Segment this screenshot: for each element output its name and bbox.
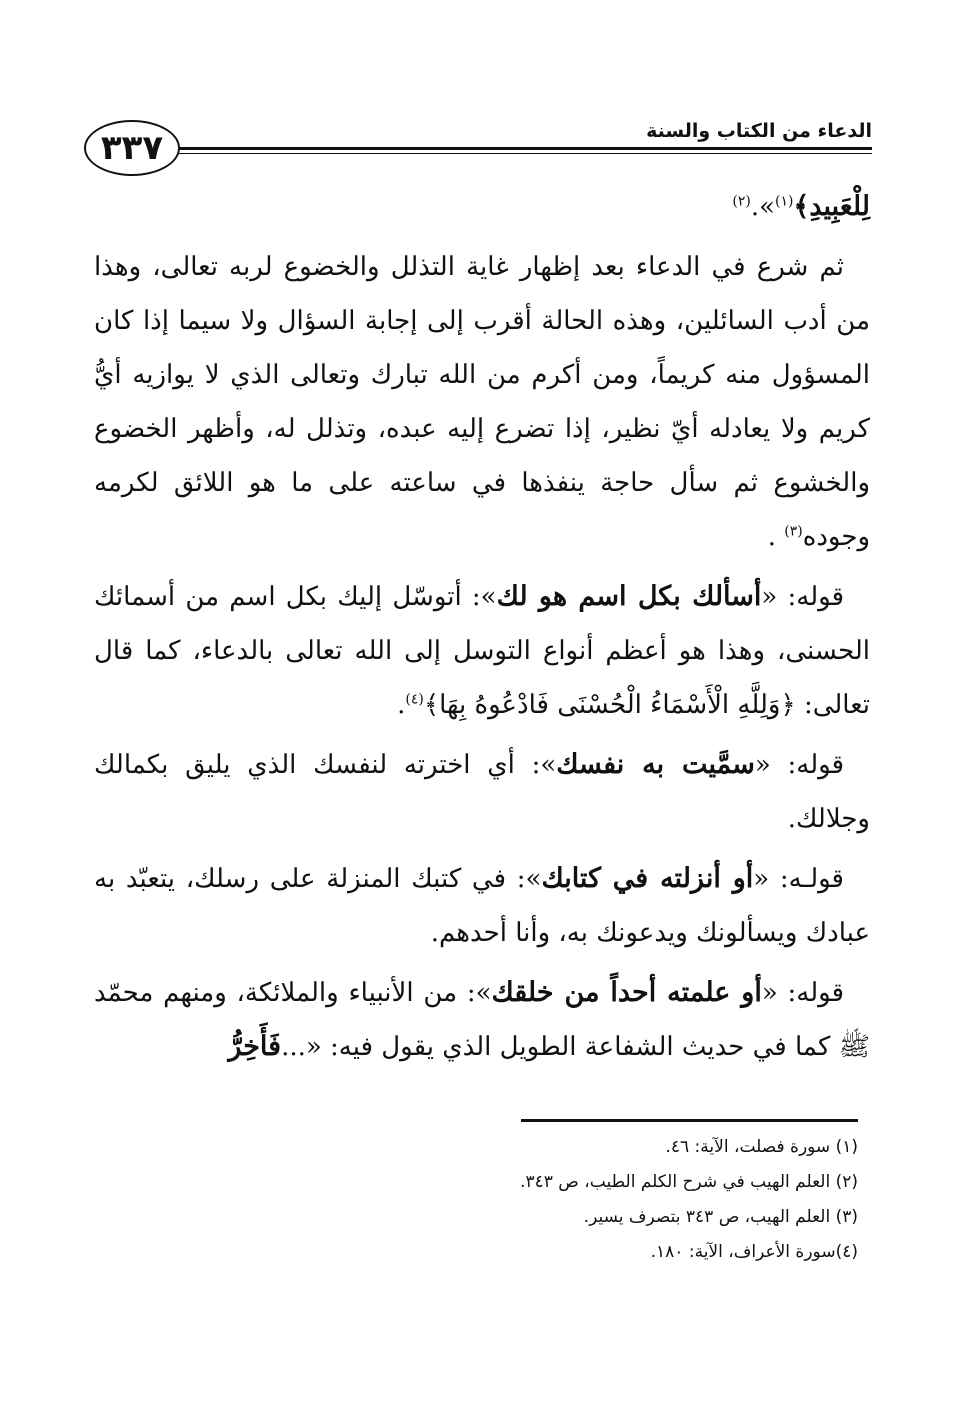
footnote-ref: (٢)	[732, 193, 751, 210]
quoted-phrase: أسألك بكل اسم هو لك	[496, 581, 762, 612]
paragraph-text: ثم شرع في الدعاء بعد إظهار غاية التذلل والخضوع لربه تعالى، وهذا من أدب السائلين، وهذه الحالة أقرب إلى إجابة السؤال ولا سيما إذا كان المسؤول منه كريماً، ومن أكرم من الله تبارك وتعالى الذي لا يوازيه أيُّ كريم ولا يعادله أيّ نظير، إذا تضرع إليه عبده، وتذلل له، وأظهر الخضوع والخشوع ثم سأل حاجة ينفذها في ساعته على ما هو اللائق لكرمه وجوده	[94, 252, 870, 552]
quoted-phrase: فَأَخِرُّ	[228, 1031, 282, 1062]
quoted-phrase: سمَّيت به نفسك	[556, 749, 755, 780]
paragraph-lead: قولـه: «	[753, 864, 844, 894]
footnote-item: (١) سورة فصلت، الآية: ٤٦.	[665, 1137, 858, 1157]
paragraph-lead: قوله: «	[754, 750, 844, 780]
footnote-ref: (١)	[775, 193, 794, 210]
paragraph-text: »: أي اخترته لنفسك الذي يليق بكمالك وجلالك.	[94, 750, 870, 834]
quoted-phrase: أو أنزلته في كتابك	[541, 863, 754, 894]
paragraph	[94, 966, 870, 1074]
paragraph	[94, 738, 870, 846]
paragraph	[94, 852, 870, 960]
paragraph-text: »: من الأنبياء والملائكة، ومنهم محمّد ﷺ كما في حديث الشفاعة الطويل الذي يقول فيه: «...	[94, 978, 870, 1062]
paragraph-text: »: أتوسّل إليك بكل اسم من أسمائك الحسنى، وهذا هو أعظم أنواع التوسل إلى الله تعالى بالدعاء، كما قال تعالى: ﴿وَلِلَّهِ الْأَسْمَاءُ الْحُسْنَى فَادْعُوهُ بِهَا﴾	[94, 582, 870, 720]
footnote-ref: (٤)	[405, 691, 424, 708]
header-rule	[176, 147, 872, 150]
footnote-separator	[521, 1119, 858, 1122]
paragraph-text: »: في كتبك المنزلة على رسلك، يتعبّد به عبادك ويسألونك ويدعونك به، وأنا أحدهم.	[94, 864, 870, 948]
footnotes	[94, 1130, 858, 1270]
body-text	[94, 180, 870, 1080]
footnote-item: (٣) العلم الهيب، ص ٣٤٣ بتصرف يسير.	[583, 1207, 858, 1227]
paragraph	[94, 180, 870, 234]
paragraph-lead: قوله: «	[761, 978, 844, 1008]
page-number: ٣٣٧	[84, 120, 180, 176]
running-header-title: الدعاء من الكتاب والسنة	[646, 120, 872, 142]
footnote-ref: (٣)	[784, 523, 803, 540]
paragraph-tail: .	[397, 690, 406, 720]
footnote-item: (٢) العلم الهيب في شرح الكلم الطيب، ص ٣٤٣.	[520, 1172, 858, 1192]
paragraph	[94, 240, 870, 564]
paragraph-tail: .	[767, 522, 785, 552]
paragraph	[94, 570, 870, 732]
header-rule-thin	[176, 153, 872, 154]
quoted-phrase: أو علمته أحداً من خلقك	[491, 977, 762, 1008]
footnote-item: (٤)سورة الأعراف، الآية: ١٨٠.	[650, 1242, 858, 1262]
paragraph-text: ».	[750, 192, 776, 222]
quoted-phrase: لِلْعَبِيدِ﴾	[793, 191, 870, 222]
paragraph-lead: قوله: «	[761, 582, 844, 612]
